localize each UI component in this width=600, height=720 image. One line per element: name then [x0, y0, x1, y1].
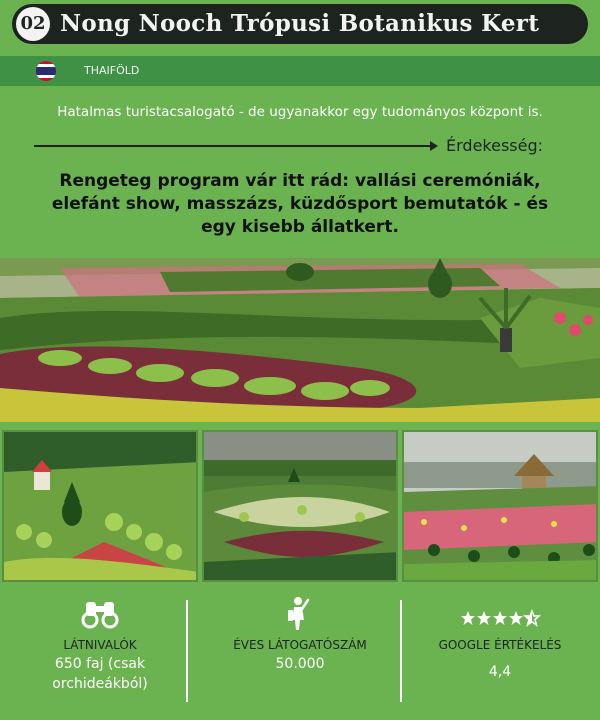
garden-photo-1 — [2, 430, 198, 582]
garden-image-3 — [404, 432, 598, 582]
title-bar — [12, 4, 588, 44]
garden-photo-main — [0, 258, 600, 422]
page-title: Nong Nooch Trópusi Botanikus Kert — [60, 10, 540, 37]
country-bar — [0, 56, 600, 86]
garden-image-2 — [204, 432, 398, 582]
traveler-icon — [200, 596, 400, 630]
rank-badge: 02 — [16, 7, 50, 41]
subtitle: Hatalmas turistacsalogató - de ugyanakkor egy tudományos központ is. — [57, 104, 543, 120]
stat-label: ÉVES LÁTOGATÓSZÁM — [233, 638, 367, 652]
rating-stars-icon — [400, 596, 600, 630]
garden-image-1 — [4, 432, 198, 582]
stat-visitors — [200, 590, 400, 720]
stat-label: GOOGLE ÉRTÉKELÉS — [438, 638, 562, 652]
garden-photo-2 — [202, 430, 398, 582]
divider-rule-tip — [430, 141, 438, 151]
stat-rating — [400, 590, 600, 720]
header — [0, 0, 600, 48]
stat-label: LÁTNIVALÓK — [63, 638, 137, 652]
garden-photo-3 — [402, 430, 598, 582]
binoculars-icon — [0, 596, 200, 630]
stat-value: 50.000 — [275, 656, 325, 672]
garden-main-image — [0, 258, 600, 422]
interest-label: Érdekesség: — [446, 136, 544, 155]
stats-section — [0, 590, 600, 720]
stat-value: 4,4 — [488, 664, 512, 680]
thailand-flag-icon — [36, 61, 56, 81]
interest-description: Rengeteg program vár itt rád: vallási ceremóniák, elefánt show, masszázs, küzdősport bemutatók - és egy kisebb állatkert. — [51, 171, 549, 237]
divider-rule — [34, 145, 434, 147]
stat-value: 650 faj (csak orchideákból) — [52, 656, 148, 692]
country-name: THAIFÖLD — [84, 64, 140, 77]
stat-sights — [0, 590, 200, 720]
stat-divider — [186, 600, 188, 702]
